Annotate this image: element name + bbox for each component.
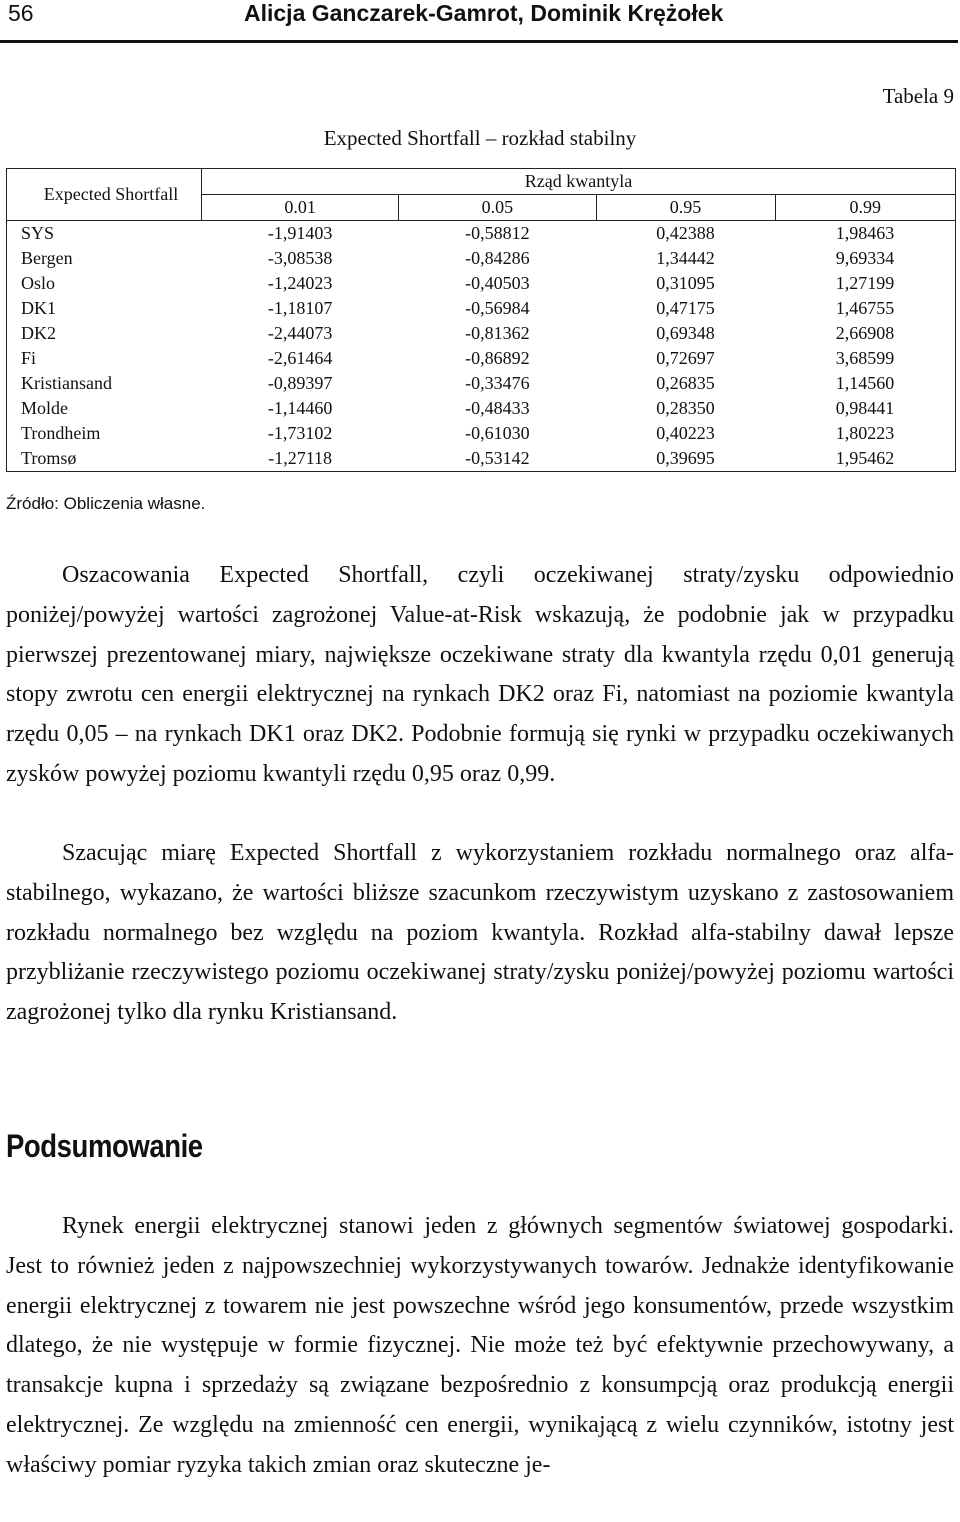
table-cell: -1,24023 — [267, 273, 333, 293]
row-label: Molde — [7, 396, 202, 421]
row-label: Bergen — [7, 246, 202, 271]
row-label: Fi — [7, 346, 202, 371]
body-paragraph-1: Oszacowania Expected Shortfall, czyli oczekiwanej straty/zysku odpowiednio poniżej/powyżej wartości zagrożonej Value-at-Risk wskazują, że podobnie jak w przypadku pierwszej prezentowanej miary, największe oczekiwane straty dla kwantyla rzędu 0,01 generują stopy zwrotu cen energii elektrycznej na rynkach DK2 oraz Fi, natomiast na poziomie kwantyla rzędu 0,05 – na rynkach DK1 oraz DK2. Podobnie formują się rynki w przypadku oczekiwanych zysków powyżej poziomu kwantyli rzędu 0,95 oraz 0,99. — [6, 562, 954, 787]
table-title: Expected Shortfall – rozkład stabilny — [323, 126, 637, 150]
table-cell: 2,66908 — [775, 321, 956, 346]
table-row — [7, 246, 956, 271]
table-cell: 1,14560 — [775, 371, 956, 396]
table-cell: -1,73102 — [267, 423, 333, 443]
table-cell: -0,81362 — [465, 323, 530, 343]
body-paragraph-2: Szacując miarę Expected Shortfall z wykorzystaniem rozkładu normalnego oraz alfa-stabilnego, wykazano, że wartości bliższe szacunkom rzeczywistym uzyskano z zastosowaniem rozkładu normalnego bez względu na poziom kwantyla. Rozkład alfa-stabilny dawał lepsze przybliżanie rzeczywistego poziomu oczekiwanej straty/zysku poniżej/powyżej poziomu wartości zagrożonej tylko dla rynku Kristiansand. — [6, 840, 954, 1026]
table-cell: 0,28350 — [656, 398, 715, 418]
table-cell: -0,48433 — [465, 398, 530, 418]
row-label: Trondheim — [7, 421, 202, 446]
table-cell: -1,14460 — [267, 398, 333, 418]
table-cell: -0,86892 — [465, 348, 530, 368]
quantile-header: 0.95 — [596, 195, 775, 221]
expected-shortfall-table — [6, 168, 956, 472]
section-heading: Podsumowanie — [6, 1128, 203, 1164]
table-row — [7, 396, 956, 421]
table-cell: 1,34442 — [656, 248, 715, 268]
table-cell: 1,95462 — [775, 446, 956, 472]
row-label: Tromsø — [7, 446, 202, 472]
table-cell: -0,40503 — [465, 273, 530, 293]
table-cell: -0,33476 — [465, 373, 530, 393]
table-row — [7, 271, 956, 296]
table-cell: 0,31095 — [656, 273, 715, 293]
row-label: Kristiansand — [7, 371, 202, 396]
table-cell: -0,56984 — [465, 298, 530, 318]
table-cell: 1,46755 — [775, 296, 956, 321]
table-row — [7, 371, 956, 396]
quantile-header: 0.99 — [775, 195, 956, 221]
table-row — [7, 221, 956, 247]
row-label: Oslo — [7, 271, 202, 296]
table-cell: -2,44073 — [267, 323, 333, 343]
quantile-header: 0.01 — [202, 195, 399, 221]
table-cell: 3,68599 — [775, 346, 956, 371]
body-paragraph-3: Rynek energii elektrycznej stanowi jeden z głównych segmentów światowej gospodarki. Jest to również jeden z najpowszechniej wykorzystywanych towarów. Jednakże identyfikowanie energii elektrycznej z towarem nie jest powszechne wśród jego konsumentów, przede wszystkim dlatego, że nie występuje w formie fizycznej. Nie może też być efektywnie przechowywany, a transakcje kupna i sprzedaży są związane bezpośrednio z konsumpcją oraz produkcją energii elektrycznej. Ze względu na zmienność cen energii, wynikającą z wielu czynników, istotny jest właściwy pomiar ryzyka takich zmian oraz skuteczne je- — [6, 1213, 954, 1478]
table-cell: -0,61030 — [465, 423, 530, 443]
table-cell: -1,18107 — [267, 298, 333, 318]
row-label: DK2 — [7, 321, 202, 346]
row-label: SYS — [7, 221, 202, 247]
table-cell: 1,98463 — [775, 221, 956, 247]
table-cell: -1,91403 — [202, 221, 399, 247]
table-cell: 0,47175 — [656, 298, 715, 318]
table-row — [7, 296, 956, 321]
table-label: Tabela 9 — [882, 84, 954, 108]
table-row — [7, 321, 956, 346]
header-rule — [0, 40, 958, 43]
table-cell: 0,98441 — [775, 396, 956, 421]
table-cell: 0,26835 — [656, 373, 715, 393]
table-row — [7, 446, 956, 472]
row-label: DK1 — [7, 296, 202, 321]
table-cell: -0,58812 — [399, 221, 596, 247]
corner-header: Expected Shortfall — [7, 169, 202, 221]
table-cell: 0,39695 — [596, 446, 775, 472]
table-cell: 0,40223 — [656, 423, 715, 443]
table-row — [7, 421, 956, 446]
table-cell: 1,80223 — [775, 421, 956, 446]
table-cell: 0,42388 — [596, 221, 775, 247]
table-cell: 1,27199 — [775, 271, 956, 296]
table-cell: 0,72697 — [656, 348, 715, 368]
quantile-group-header: Rząd kwantyla — [202, 169, 956, 195]
table-cell: -0,89397 — [267, 373, 333, 393]
running-header-authors: Alicja Ganczarek-Gamrot, Dominik Krężołek — [244, 0, 724, 26]
running-header — [6, 0, 956, 30]
table-cell: -2,61464 — [267, 348, 333, 368]
page-number: 56 — [8, 0, 34, 26]
table-source-note: Źródło: Obliczenia własne. — [6, 494, 206, 513]
table-cell: 9,69334 — [775, 246, 956, 271]
table-cell: -1,27118 — [202, 446, 399, 472]
table-cell: -3,08538 — [267, 248, 333, 268]
quantile-header: 0.05 — [399, 195, 596, 221]
table-cell: 0,69348 — [656, 323, 715, 343]
table-row — [7, 346, 956, 371]
table-cell: -0,53142 — [399, 446, 596, 472]
table-cell: -0,84286 — [465, 248, 530, 268]
